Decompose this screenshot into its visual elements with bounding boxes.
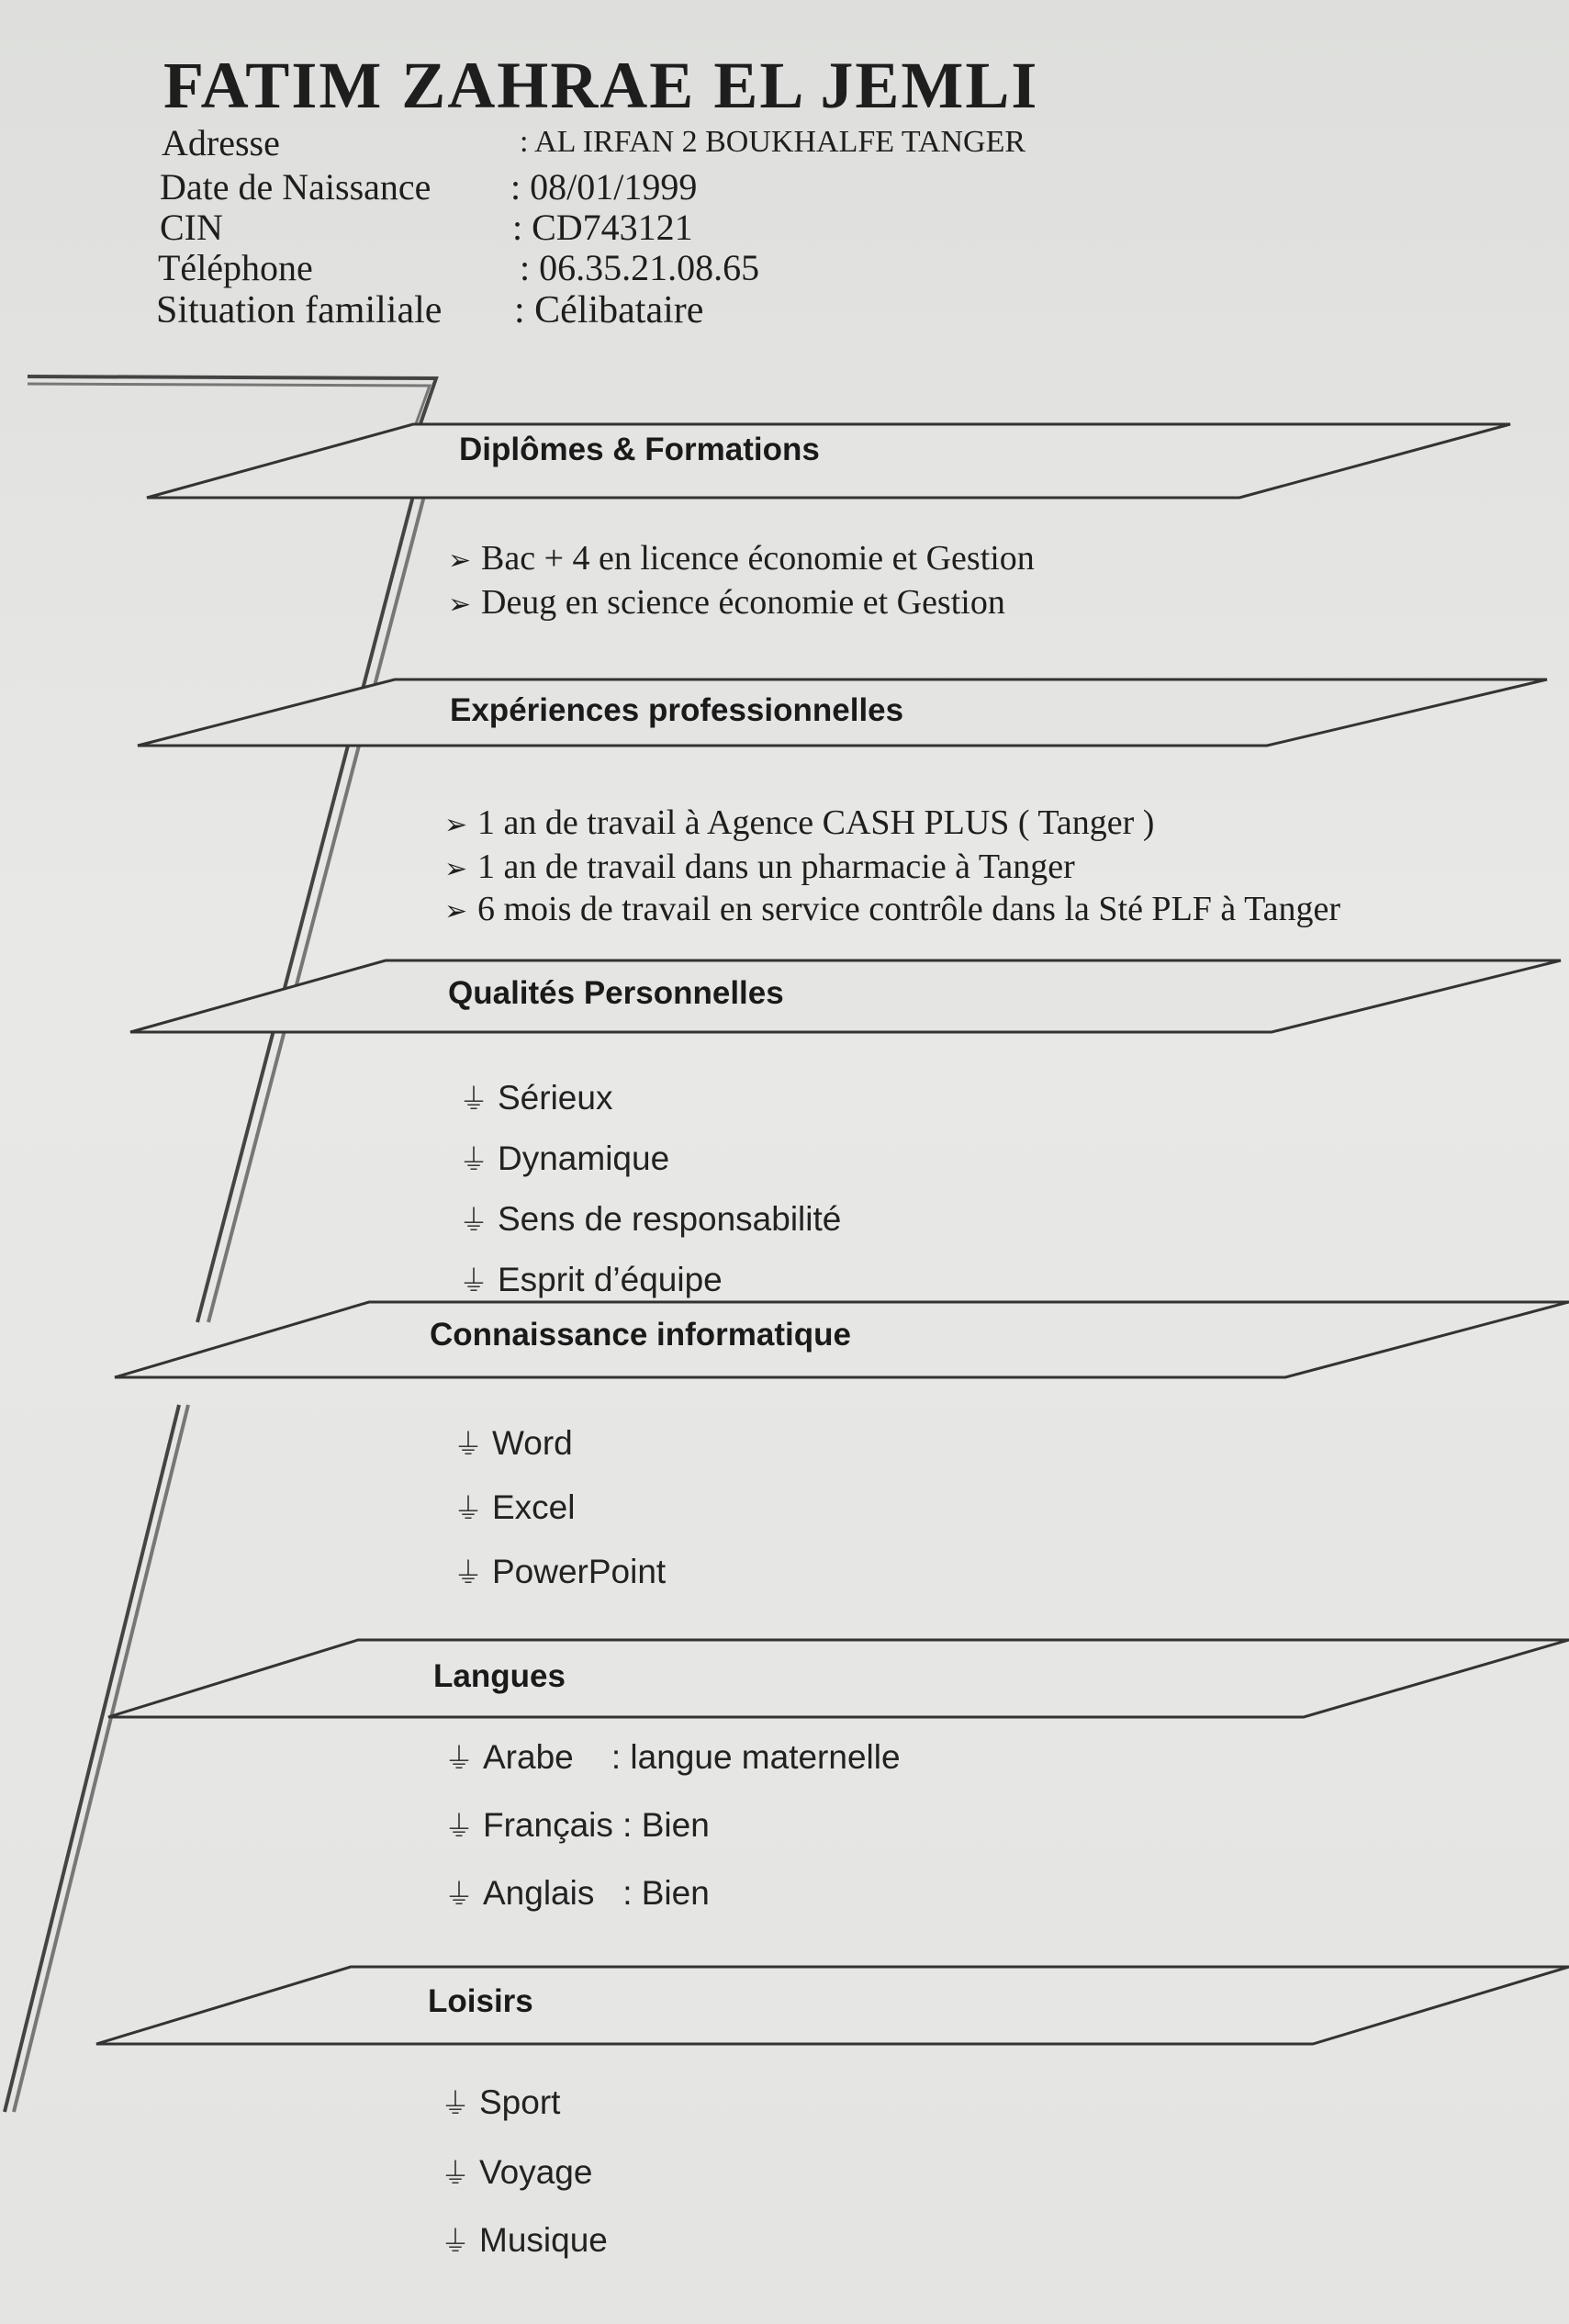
banner-qualites [130, 960, 1561, 1032]
value-date-naissance: : 08/01/1999 [510, 166, 698, 208]
list-item: ⏚ Anglais : Bien [444, 1871, 710, 1914]
list-item: ⏚ Voyage [441, 2150, 592, 2193]
list-item: ➢ Deug en science économie et Gestion [448, 583, 1005, 622]
list-item: ➢ 6 mois de travail en service contrôle dans la Sté PLF à Tanger [444, 890, 1341, 928]
label-cin: CIN [160, 207, 223, 248]
pin-bullet-icon: ⏚ [441, 2156, 471, 2191]
label-adresse: Adresse [162, 122, 280, 163]
banner-diplomes [147, 424, 1510, 498]
arrow-bullet-icon: ➢ [444, 853, 468, 885]
list-item: ⏚ Dynamique [459, 1137, 669, 1179]
banner-langues [108, 1640, 1569, 1717]
value-cin: : CD743121 [512, 207, 693, 248]
list-item: ⏚ Français : Bien [444, 1803, 710, 1846]
pin-bullet-icon: ⏚ [459, 1142, 489, 1177]
value-situation: : Célibataire [514, 289, 704, 331]
pin-bullet-icon: ⏚ [459, 1203, 489, 1238]
pin-bullet-icon: ⏚ [454, 1555, 484, 1590]
list-item: ⏚ Sérieux [459, 1076, 612, 1118]
pin-bullet-icon: ⏚ [454, 1491, 484, 1526]
section-title-experiences: Expériences professionnelles [450, 692, 904, 728]
list-item: ⏚ Arabe : langue maternelle [444, 1735, 901, 1778]
label-date-naissance: Date de Naissance [160, 166, 431, 208]
arrow-bullet-icon: ➢ [448, 589, 472, 621]
section-title-informatique: Connaissance informatique [430, 1317, 851, 1353]
section-title-qualites: Qualités Personnelles [448, 975, 784, 1011]
list-item: ➢ 1 an de travail dans un pharmacie à Tanger [444, 848, 1075, 886]
section-title-diplomes: Diplômes & Formations [459, 432, 820, 467]
pin-bullet-icon: ⏚ [444, 1741, 475, 1776]
list-item: ⏚ Excel [454, 1486, 575, 1528]
arrow-bullet-icon: ➢ [444, 895, 468, 927]
arrow-bullet-icon: ➢ [444, 809, 468, 841]
list-item: ⏚ Sens de responsabilité [459, 1197, 841, 1240]
list-item: ⏚ PowerPoint [454, 1550, 666, 1592]
label-situation: Situation familiale [156, 289, 443, 331]
pin-bullet-icon: ⏚ [459, 1263, 489, 1298]
pin-bullet-icon: ⏚ [444, 1809, 475, 1844]
list-item: ⏚ Musique [441, 2218, 608, 2261]
banner-loisirs [96, 1967, 1569, 2044]
value-adresse: : AL IRFAN 2 BOUKHALFE TANGER [520, 125, 1026, 159]
label-telephone: Téléphone [158, 247, 313, 288]
list-item: ➢ 1 an de travail à Agence CASH PLUS ( Tanger ) [444, 803, 1155, 842]
pin-bullet-icon: ⏚ [454, 1427, 484, 1462]
section-title-langues: Langues [433, 1658, 566, 1694]
list-item: ⏚ Sport [441, 2081, 560, 2123]
pin-bullet-icon: ⏚ [459, 1082, 489, 1117]
value-telephone: : 06.35.21.08.65 [520, 247, 760, 288]
list-item: ➢ Bac + 4 en licence économie et Gestion [448, 539, 1035, 578]
pin-bullet-icon: ⏚ [444, 1877, 475, 1912]
list-item: ⏚ Esprit d’équipe [459, 1258, 723, 1300]
section-title-loisirs: Loisirs [428, 1983, 533, 2019]
pin-bullet-icon: ⏚ [441, 2086, 471, 2121]
candidate-name: FATIM ZAHRAE EL JEMLI [163, 49, 1039, 122]
list-item: ⏚ Word [454, 1421, 573, 1464]
pin-bullet-icon: ⏚ [441, 2224, 471, 2259]
arrow-bullet-icon: ➢ [448, 545, 472, 577]
